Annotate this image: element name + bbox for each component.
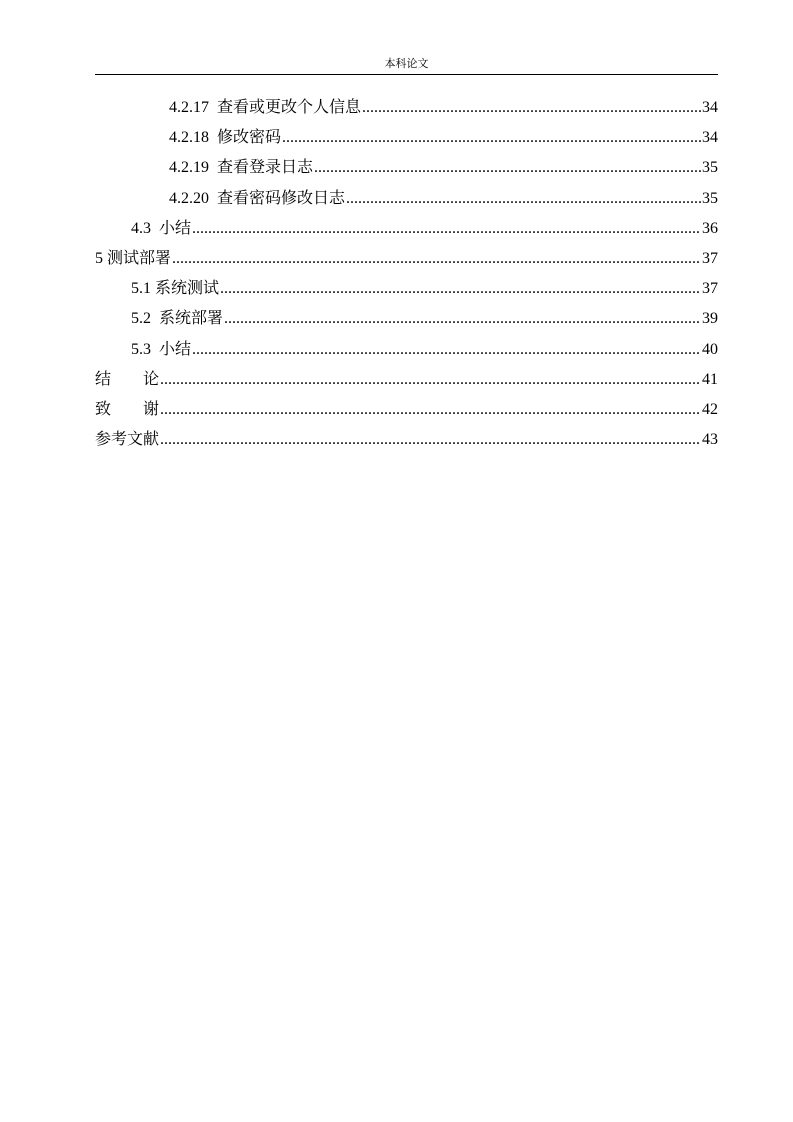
toc-entry-page: 41	[702, 370, 718, 388]
toc-entry-number: 4.2.18	[169, 129, 209, 147]
dot-leader	[160, 365, 701, 395]
toc-entry-title: 结 论	[95, 370, 160, 388]
toc-entry-page: 43	[702, 431, 718, 449]
toc-entry-page: 40	[702, 340, 718, 358]
toc-entry-title: 小结	[159, 219, 192, 237]
toc-entry-page: 34	[702, 129, 718, 147]
dot-leader	[172, 244, 701, 274]
toc-entry	[95, 425, 718, 455]
dot-leader	[192, 214, 701, 244]
dot-leader	[282, 123, 701, 153]
toc-entry-title: 致 谢	[95, 400, 160, 418]
dot-leader	[346, 184, 701, 214]
toc-entry-page: 37	[702, 280, 718, 298]
toc-entry	[95, 244, 718, 274]
dot-leader	[314, 153, 701, 183]
toc-entry-page: 36	[702, 219, 718, 237]
toc-entry-title: 修改密码	[217, 129, 282, 147]
toc-entry	[95, 123, 718, 153]
page-header	[95, 56, 718, 75]
toc-entry-title: 查看或更改个人信息	[217, 99, 362, 116]
dot-leader	[224, 304, 701, 334]
toc-entry-title: 测试部署	[107, 249, 172, 267]
toc-entry-title: 查看密码修改日志	[217, 189, 346, 207]
toc-entry-title: 小结	[159, 340, 192, 358]
toc-entry	[95, 304, 718, 334]
toc-entry	[95, 365, 718, 395]
toc-entry	[95, 184, 718, 214]
toc-entry-page: 37	[702, 249, 718, 267]
toc-entry-page: 35	[702, 189, 718, 207]
header-title: 本科论文	[384, 58, 429, 70]
toc-entry	[95, 93, 718, 123]
toc-entry-page: 39	[702, 310, 718, 328]
toc-entry	[95, 335, 718, 365]
dot-leader	[362, 93, 701, 123]
toc-entry-number: 5.1	[131, 280, 151, 298]
toc-entry-page: 42	[702, 400, 718, 418]
toc-entry	[95, 395, 718, 425]
dot-leader	[160, 395, 701, 425]
toc-entry-title: 参考文献	[95, 431, 160, 449]
table-of-contents	[95, 93, 718, 455]
toc-entry	[95, 274, 718, 304]
toc-entry	[95, 214, 718, 244]
toc-entry	[95, 153, 718, 183]
dot-leader	[192, 335, 701, 365]
toc-entry-number: 4.2.20	[169, 189, 209, 207]
toc-entry-number: 5	[95, 249, 103, 267]
toc-entry-number: 4.3	[131, 219, 151, 237]
toc-entry-number: 5.3	[131, 340, 151, 358]
toc-entry-number: 4.2.19	[169, 159, 209, 177]
toc-entry-page: 34	[702, 99, 718, 116]
toc-entry-title: 系统部署	[159, 310, 224, 328]
toc-entry-number: 5.2	[131, 310, 151, 328]
toc-entry-title: 查看登录日志	[217, 159, 314, 177]
toc-entry-number: 4.2.17	[169, 99, 209, 116]
toc-entry-title: 系统测试	[155, 280, 220, 298]
dot-leader	[160, 425, 701, 455]
toc-entry-page: 35	[702, 159, 718, 177]
dot-leader	[220, 274, 701, 304]
